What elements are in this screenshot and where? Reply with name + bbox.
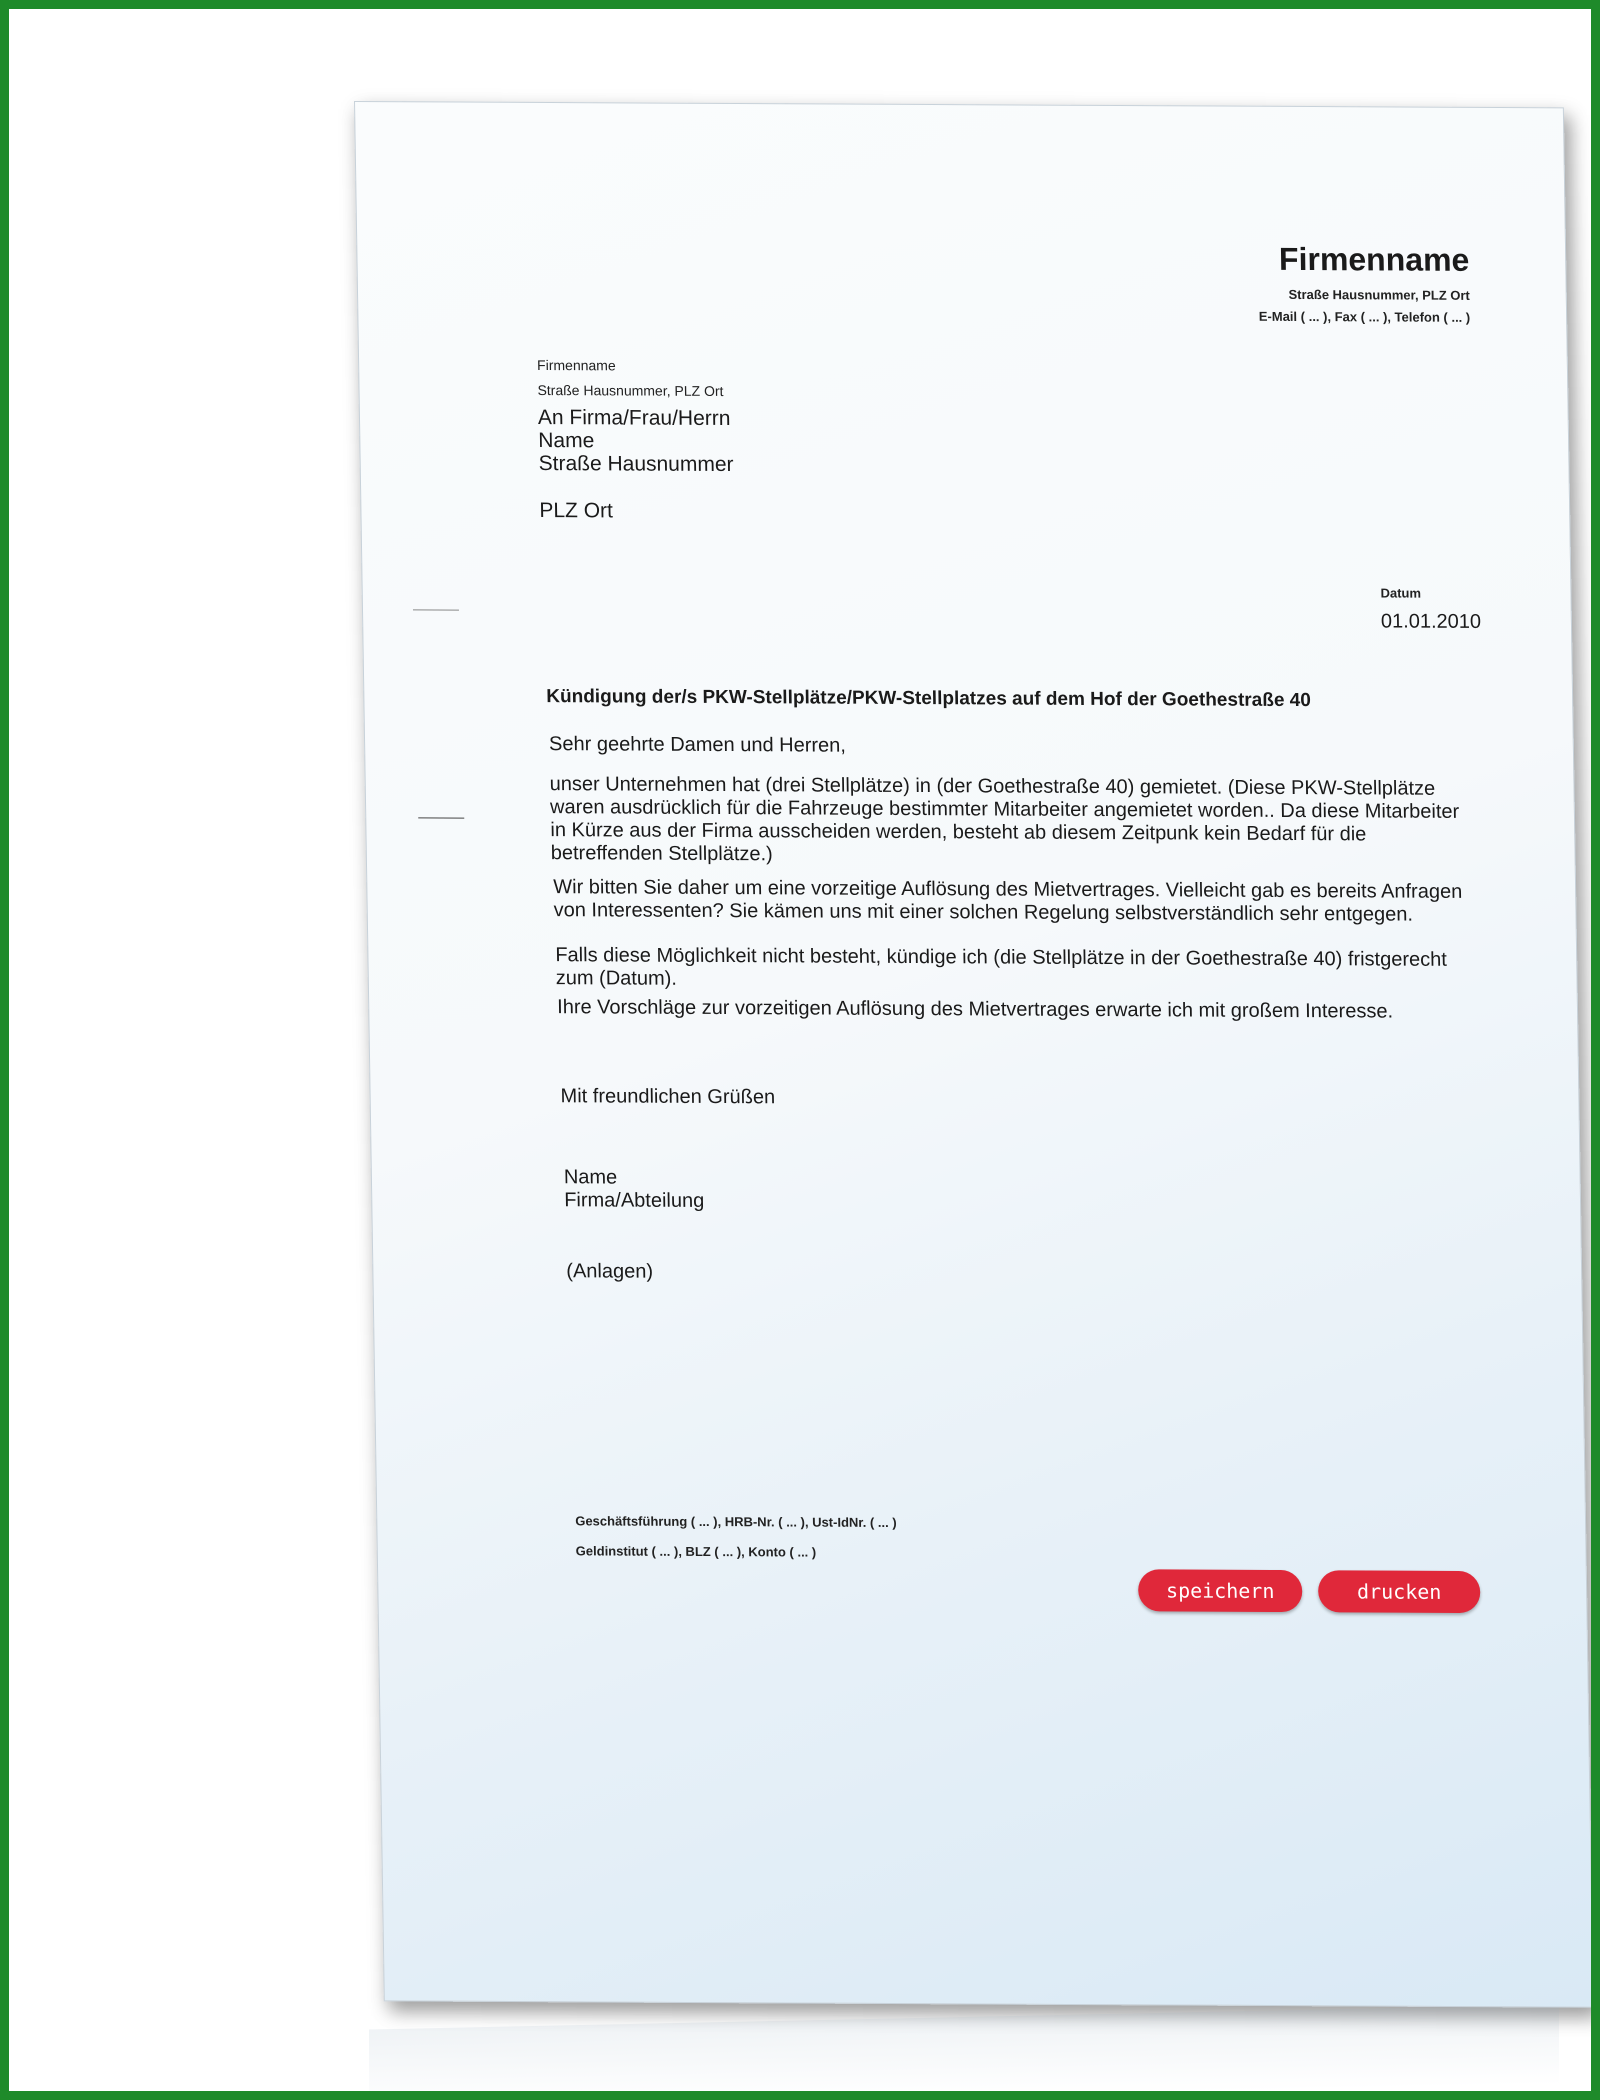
paragraph-4: Ihre Vorschläge zur vorzeitigen Auflösung des Mietvertrages erwarte ich mit großem Interesse.: [557, 996, 1394, 1023]
recipient-line-4: PLZ Ort: [539, 499, 614, 523]
letterhead-address: Straße Hausnummer, PLZ Ort: [1288, 286, 1470, 303]
page-reflection: [369, 2005, 1559, 2100]
recipient-line-3: Straße Hausnummer: [538, 452, 734, 477]
signature-department: Firma/Abteilung: [564, 1189, 705, 1212]
date-label: Datum: [1380, 585, 1422, 601]
paragraph-3: Falls diese Möglichkeit nicht besteht, kündige ich (die Stellplätze in der Goethestraße 40) fristgerecht zum (Datum).: [555, 944, 1448, 990]
sender-address: Straße Hausnummer, PLZ Ort: [537, 381, 724, 399]
letterhead-contact: E-Mail ( ... ), Fax ( ... ), Telefon ( ... ): [1258, 308, 1471, 325]
footer-registration: Geschäftsführung ( ... ), HRB-Nr. ( ... ), Ust-IdNr. ( ... ): [575, 1513, 897, 1531]
paragraph-1: unser Unternehmen hat (drei Stellplätze) in (der Goethestraße 40) gemietet. (Diese PKW-Stellplätze waren ausdrücklich für die Fahrzeuge bestimmter Mitarbeiter angemietet worden.. Da diese Mitarbeiter in Kürze aus der Firma ausscheiden werden, besteht ab diesem Zeitpunk kein Bedarf für die betreffenden Stellplätze.): [549, 773, 1460, 866]
sender-name: Firmenname: [536, 356, 616, 374]
letterhead-company-name: Firmenname: [1278, 240, 1470, 278]
attachments: (Anlagen): [566, 1260, 654, 1283]
paragraph-2: Wir bitten Sie daher um eine vorzeitige Auflösung des Mietvertrages. Vielleicht gab es bereits Anfragen von Interessenten? Sie kämen uns mit einer solchen Regelung selbstverständlich sehr entgegen.: [553, 876, 1463, 926]
save-button[interactable]: speichern: [1138, 1569, 1303, 1612]
fold-mark-middle: [418, 817, 464, 818]
signature-name: Name: [563, 1166, 618, 1189]
footer-bank: Geldinstitut ( ... ), BLZ ( ... ), Konto ( ... ): [575, 1543, 817, 1560]
recipient-line-2: Name: [538, 429, 595, 453]
letter-subject: Kündigung der/s PKW-Stellplätze/PKW-Stellplatzes auf dem Hof der Goethestraße 40: [546, 686, 1312, 712]
recipient-line-1: An Firma/Frau/Herrn: [537, 405, 731, 431]
letter-page: [354, 101, 1594, 2008]
fold-mark-top: [413, 609, 459, 610]
closing: Mit freundlichen Grüßen: [560, 1085, 776, 1109]
salutation: Sehr geehrte Damen und Herren,: [548, 733, 847, 757]
date-value: 01.01.2010: [1380, 610, 1482, 633]
print-button[interactable]: drucken: [1318, 1570, 1481, 1613]
